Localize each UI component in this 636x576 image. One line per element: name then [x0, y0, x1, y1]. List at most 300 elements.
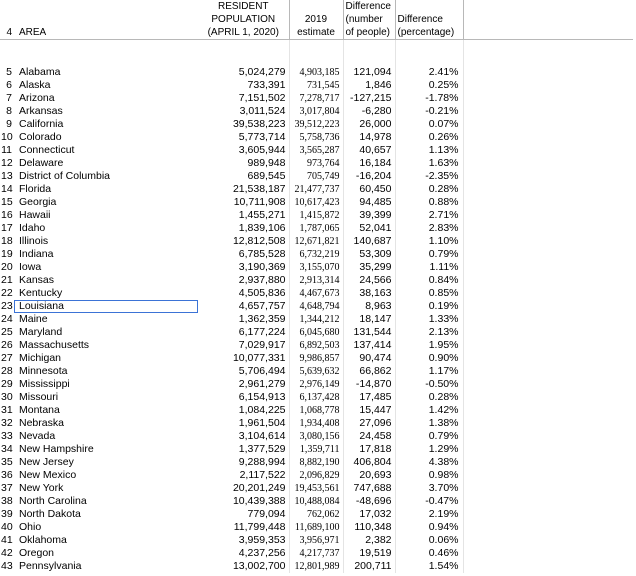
table-row[interactable]	[0, 222, 633, 235]
difference-number-cell[interactable]: 2,382	[343, 534, 395, 547]
table-row[interactable]	[0, 547, 633, 560]
difference-number-header-line-3[interactable]: of people)	[343, 26, 395, 40]
difference-number-cell[interactable]: 90,474	[343, 352, 395, 365]
resident-population-cell[interactable]: 39,538,223	[198, 118, 289, 131]
difference-number-header-line-2[interactable]: (number	[343, 13, 395, 26]
table-row[interactable]	[0, 443, 633, 456]
difference-number-cell[interactable]: 94,485	[343, 196, 395, 209]
area-cell[interactable]: Iowa	[19, 261, 42, 273]
table-row[interactable]	[0, 313, 633, 326]
area-cell[interactable]: Oklahoma	[19, 534, 67, 546]
table-row[interactable]	[0, 235, 633, 248]
area-cell[interactable]: Mississippi	[19, 378, 70, 390]
empty-cell[interactable]	[463, 144, 633, 157]
difference-number-cell[interactable]: 66,862	[343, 365, 395, 378]
row-number: 37	[1, 482, 13, 494]
area-cell[interactable]: Pennsylvania	[19, 560, 82, 572]
area-cell[interactable]: New York	[19, 482, 64, 494]
difference-percentage-cell[interactable]: 1.38%	[395, 417, 463, 430]
empty-cell[interactable]	[463, 495, 633, 508]
resident-population-cell[interactable]: 1,084,225	[198, 404, 289, 417]
table-row[interactable]	[0, 261, 633, 274]
estimate-2019-cell[interactable]: 4,217,737	[289, 547, 343, 560]
difference-percentage-cell[interactable]: -0.47%	[395, 495, 463, 508]
empty-cell[interactable]	[463, 456, 633, 469]
difference-percentage-cell[interactable]: 1.11%	[395, 261, 463, 274]
empty-cell[interactable]	[463, 170, 633, 183]
difference-number-cell[interactable]: 131,544	[343, 326, 395, 339]
area-cell[interactable]: Nebraska	[19, 417, 64, 429]
area-cell[interactable]: Connecticut	[19, 144, 75, 156]
empty-cell[interactable]	[463, 339, 633, 352]
area-cell[interactable]: Alabama	[19, 66, 61, 78]
estimate-2019-cell[interactable]: 7,278,717	[289, 92, 343, 105]
area-cell[interactable]: Massachusetts	[19, 339, 90, 351]
table-row[interactable]	[0, 508, 633, 521]
difference-number-cell[interactable]: 140,687	[343, 235, 395, 248]
difference-percentage-cell[interactable]: -0.21%	[395, 105, 463, 118]
empty-cell[interactable]	[463, 118, 633, 131]
empty-cell[interactable]	[463, 105, 633, 118]
resident-population-cell[interactable]: 733,391	[198, 79, 289, 92]
area-cell[interactable]: Arizona	[19, 92, 55, 104]
resident-population-cell[interactable]: 5,706,494	[198, 365, 289, 378]
resident-population-header-line-2[interactable]: POPULATION	[198, 13, 289, 26]
resident-population-cell[interactable]: 1,377,529	[198, 443, 289, 456]
area-cell[interactable]: Michigan	[19, 352, 62, 364]
difference-number-cell[interactable]: -16,204	[343, 170, 395, 183]
area-cell[interactable]: Montana	[19, 404, 60, 416]
empty-cell[interactable]	[463, 443, 633, 456]
estimate-2019-cell[interactable]: 6,137,428	[289, 391, 343, 404]
empty-cell[interactable]	[463, 287, 633, 300]
difference-number-cell[interactable]: 60,450	[343, 183, 395, 196]
area-cell[interactable]: Arkansas	[19, 105, 63, 117]
difference-percentage-cell[interactable]: 0.90%	[395, 352, 463, 365]
difference-number-cell[interactable]: 121,094	[343, 66, 395, 79]
table-row[interactable]	[0, 404, 633, 417]
difference-percentage-cell[interactable]: 3.70%	[395, 482, 463, 495]
row-number: 9	[6, 118, 12, 130]
estimate-2019-cell[interactable]: 21,477,737	[289, 183, 343, 196]
difference-number-cell[interactable]: 137,414	[343, 339, 395, 352]
row-number: 39	[1, 508, 13, 520]
area-cell[interactable]: Missouri	[19, 391, 59, 403]
difference-number-cell[interactable]: -14,870	[343, 378, 395, 391]
estimate-2019-cell[interactable]: 1,068,778	[289, 404, 343, 417]
resident-population-cell[interactable]: 2,117,522	[198, 469, 289, 482]
estimate-2019-cell[interactable]: 731,545	[289, 79, 343, 92]
estimate-2019-cell[interactable]: 1,934,408	[289, 417, 343, 430]
area-cell[interactable]: District of Columbia	[19, 170, 111, 182]
estimate-2019-cell[interactable]: 4,467,673	[289, 287, 343, 300]
estimate-2019-cell[interactable]: 11,689,100	[289, 521, 343, 534]
difference-percentage-cell[interactable]: -2.35%	[395, 170, 463, 183]
resident-population-cell[interactable]: 7,151,502	[198, 92, 289, 105]
estimate-2019-cell[interactable]: 1,415,872	[289, 209, 343, 222]
resident-population-cell[interactable]: 10,439,388	[198, 495, 289, 508]
area-cell[interactable]: Maine	[19, 313, 48, 325]
difference-number-cell[interactable]: 110,348	[343, 521, 395, 534]
row-number: 25	[1, 326, 13, 338]
area-cell[interactable]: Indiana	[19, 248, 54, 260]
area-cell[interactable]: Illinois	[19, 235, 49, 247]
empty-cell[interactable]	[463, 261, 633, 274]
difference-percentage-cell[interactable]: 0.28%	[395, 391, 463, 404]
estimate-2019-cell[interactable]: 3,565,287	[289, 144, 343, 157]
area-cell[interactable]: Ohio	[19, 521, 42, 533]
empty-cell[interactable]	[463, 222, 633, 235]
difference-percentage-cell[interactable]: 0.94%	[395, 521, 463, 534]
area-cell[interactable]: Florida	[19, 183, 52, 195]
estimate-2019-cell[interactable]: 6,045,680	[289, 326, 343, 339]
difference-percentage-cell[interactable]: 2.13%	[395, 326, 463, 339]
estimate-2019-header-line-1[interactable]: 2019	[289, 13, 343, 26]
empty-cell[interactable]	[463, 547, 633, 560]
table-row[interactable]	[0, 300, 633, 313]
area-cell[interactable]: Louisiana	[14, 300, 198, 313]
table-row[interactable]	[0, 339, 633, 352]
difference-percentage-cell[interactable]: 0.46%	[395, 547, 463, 560]
resident-population-cell[interactable]: 7,029,917	[198, 339, 289, 352]
table-row[interactable]	[0, 430, 633, 443]
empty-cell[interactable]	[463, 66, 633, 79]
estimate-2019-cell[interactable]: 1,344,212	[289, 313, 343, 326]
difference-percentage-cell[interactable]: 2.71%	[395, 209, 463, 222]
difference-number-cell[interactable]: 24,566	[343, 274, 395, 287]
estimate-2019-cell[interactable]: 6,732,219	[289, 248, 343, 261]
resident-population-cell[interactable]: 12,812,508	[198, 235, 289, 248]
difference-number-cell[interactable]: 27,096	[343, 417, 395, 430]
resident-population-cell[interactable]: 779,094	[198, 508, 289, 521]
row-number: 43	[1, 560, 13, 572]
difference-number-cell[interactable]: -127,215	[343, 92, 395, 105]
table-row[interactable]	[0, 417, 633, 430]
empty-cell[interactable]	[463, 352, 633, 365]
resident-population-header-line-3[interactable]: (APRIL 1, 2020)	[198, 26, 289, 40]
table-row[interactable]	[0, 456, 633, 469]
estimate-2019-cell[interactable]: 3,155,070	[289, 261, 343, 274]
difference-number-cell[interactable]: 18,147	[343, 313, 395, 326]
table-row[interactable]	[0, 144, 633, 157]
estimate-2019-cell[interactable]: 2,096,829	[289, 469, 343, 482]
area-cell[interactable]: Oregon	[19, 547, 55, 559]
empty-cell[interactable]	[463, 534, 633, 547]
table-row[interactable]	[0, 79, 633, 92]
difference-percentage-header-line-2[interactable]: (percentage)	[395, 26, 463, 40]
difference-percentage-cell[interactable]: 1.42%	[395, 404, 463, 417]
resident-population-cell[interactable]: 20,201,249	[198, 482, 289, 495]
empty-cell[interactable]	[463, 79, 633, 92]
resident-population-cell[interactable]: 4,657,757	[198, 300, 289, 313]
spacer-row	[0, 40, 633, 67]
table-row[interactable]	[0, 352, 633, 365]
estimate-2019-cell[interactable]: 3,017,804	[289, 105, 343, 118]
difference-percentage-cell[interactable]: 0.06%	[395, 534, 463, 547]
resident-population-cell[interactable]: 3,104,614	[198, 430, 289, 443]
difference-number-cell[interactable]: 38,163	[343, 287, 395, 300]
difference-percentage-cell[interactable]: 0.85%	[395, 287, 463, 300]
empty-cell[interactable]	[463, 378, 633, 391]
empty-cell[interactable]	[463, 248, 633, 261]
empty-cell[interactable]	[463, 521, 633, 534]
difference-percentage-cell[interactable]: 0.19%	[395, 300, 463, 313]
estimate-2019-cell[interactable]: 12,801,989	[289, 560, 343, 573]
difference-number-cell[interactable]: 200,711	[343, 560, 395, 573]
area-cell[interactable]: Idaho	[19, 222, 46, 234]
empty-cell[interactable]	[463, 209, 633, 222]
area-cell[interactable]: New Hampshire	[19, 443, 94, 455]
row-number: 35	[1, 456, 13, 468]
area-cell[interactable]: Maryland	[19, 326, 63, 338]
estimate-2019-cell[interactable]: 1,787,065	[289, 222, 343, 235]
resident-population-cell[interactable]: 21,538,187	[198, 183, 289, 196]
difference-number-cell[interactable]: 17,485	[343, 391, 395, 404]
difference-number-cell[interactable]: 53,309	[343, 248, 395, 261]
difference-percentage-cell[interactable]: 1.29%	[395, 443, 463, 456]
resident-population-cell[interactable]: 3,190,369	[198, 261, 289, 274]
difference-percentage-cell[interactable]: 0.88%	[395, 196, 463, 209]
difference-percentage-cell[interactable]: 1.95%	[395, 339, 463, 352]
row-number: 22	[1, 287, 13, 299]
difference-percentage-cell[interactable]: 1.10%	[395, 235, 463, 248]
resident-population-cell[interactable]: 3,605,944	[198, 144, 289, 157]
resident-population-cell[interactable]: 1,961,504	[198, 417, 289, 430]
table-row[interactable]	[0, 209, 633, 222]
difference-number-cell[interactable]: 39,399	[343, 209, 395, 222]
row-number: 33	[1, 430, 13, 442]
difference-percentage-cell[interactable]: 0.79%	[395, 430, 463, 443]
table-row[interactable]	[0, 495, 633, 508]
difference-number-cell[interactable]: 26,000	[343, 118, 395, 131]
estimate-2019-cell[interactable]: 973,764	[289, 157, 343, 170]
table-row[interactable]	[0, 170, 633, 183]
empty-cell[interactable]	[463, 157, 633, 170]
resident-population-cell[interactable]: 5,773,714	[198, 131, 289, 144]
estimate-2019-cell[interactable]: 4,903,185	[289, 66, 343, 79]
resident-population-cell[interactable]: 10,077,331	[198, 352, 289, 365]
row-number: 5	[6, 66, 12, 78]
empty-cell[interactable]	[463, 560, 633, 573]
table-row[interactable]	[0, 482, 633, 495]
empty-cell[interactable]	[463, 404, 633, 417]
resident-population-cell[interactable]: 9,288,994	[198, 456, 289, 469]
area-cell[interactable]: North Carolina	[19, 495, 87, 507]
area-cell[interactable]: Kentucky	[19, 287, 63, 299]
estimate-2019-cell[interactable]: 8,882,190	[289, 456, 343, 469]
area-cell[interactable]: Colorado	[19, 131, 62, 143]
empty-cell[interactable]	[463, 508, 633, 521]
resident-population-cell[interactable]: 6,785,528	[198, 248, 289, 261]
estimate-2019-cell[interactable]: 5,639,632	[289, 365, 343, 378]
empty-cell[interactable]	[463, 365, 633, 378]
difference-percentage-header-line-1[interactable]: Difference	[395, 13, 463, 26]
empty-cell[interactable]	[463, 274, 633, 287]
resident-population-cell[interactable]: 3,011,524	[198, 105, 289, 118]
difference-number-cell[interactable]: 19,519	[343, 547, 395, 560]
difference-number-header-line-1[interactable]: Difference	[343, 0, 395, 13]
table-row[interactable]	[0, 92, 633, 105]
empty-cell[interactable]	[463, 183, 633, 196]
resident-population-cell[interactable]: 4,505,836	[198, 287, 289, 300]
table-row[interactable]	[0, 391, 633, 404]
table-row[interactable]	[0, 157, 633, 170]
resident-population-cell[interactable]: 689,545	[198, 170, 289, 183]
resident-population-cell[interactable]: 3,959,353	[198, 534, 289, 547]
table-row[interactable]	[0, 287, 633, 300]
empty-cell[interactable]	[463, 131, 633, 144]
table-row[interactable]	[0, 105, 633, 118]
resident-population-cell[interactable]: 989,948	[198, 157, 289, 170]
difference-percentage-cell[interactable]: 1.33%	[395, 313, 463, 326]
resident-population-cell[interactable]: 6,177,224	[198, 326, 289, 339]
difference-number-cell[interactable]: 17,032	[343, 508, 395, 521]
estimate-2019-cell[interactable]: 1,359,711	[289, 443, 343, 456]
area-cell[interactable]: Delaware	[19, 157, 64, 169]
resident-population-cell[interactable]: 2,937,880	[198, 274, 289, 287]
row-number: 11	[1, 144, 12, 156]
difference-percentage-cell[interactable]: 0.26%	[395, 131, 463, 144]
difference-percentage-cell[interactable]: 1.17%	[395, 365, 463, 378]
empty-cell[interactable]	[463, 430, 633, 443]
estimate-2019-cell[interactable]: 2,976,149	[289, 378, 343, 391]
resident-population-cell[interactable]: 11,799,448	[198, 521, 289, 534]
difference-percentage-cell[interactable]: 0.28%	[395, 183, 463, 196]
estimate-2019-cell[interactable]: 3,956,971	[289, 534, 343, 547]
resident-population-cell[interactable]: 5,024,279	[198, 66, 289, 79]
estimate-2019-cell[interactable]: 3,080,156	[289, 430, 343, 443]
resident-population-cell[interactable]: 1,839,106	[198, 222, 289, 235]
difference-percentage-cell[interactable]: 2.41%	[395, 66, 463, 79]
area-header[interactable]: AREA	[14, 26, 198, 40]
difference-percentage-cell[interactable]: 0.98%	[395, 469, 463, 482]
estimate-2019-header-line-2[interactable]: estimate	[289, 26, 343, 40]
area-cell[interactable]: Nevada	[19, 430, 56, 442]
difference-number-cell[interactable]: 24,458	[343, 430, 395, 443]
estimate-2019-cell[interactable]: 10,617,423	[289, 196, 343, 209]
resident-population-cell[interactable]: 10,711,908	[198, 196, 289, 209]
area-cell[interactable]: New Jersey	[19, 456, 74, 468]
empty-cell[interactable]	[463, 313, 633, 326]
area-cell[interactable]: California	[19, 118, 64, 130]
difference-percentage-cell[interactable]: 0.07%	[395, 118, 463, 131]
difference-number-cell[interactable]: 406,804	[343, 456, 395, 469]
difference-number-cell[interactable]: 52,041	[343, 222, 395, 235]
estimate-2019-cell[interactable]: 762,062	[289, 508, 343, 521]
estimate-2019-cell[interactable]: 6,892,503	[289, 339, 343, 352]
empty-cell[interactable]	[463, 391, 633, 404]
table-row[interactable]	[0, 560, 633, 573]
empty-cell[interactable]	[463, 92, 633, 105]
area-cell[interactable]: North Dakota	[19, 508, 81, 520]
resident-population-cell[interactable]: 13,002,700	[198, 560, 289, 573]
difference-percentage-cell[interactable]: 1.13%	[395, 144, 463, 157]
difference-number-cell[interactable]: 16,184	[343, 157, 395, 170]
table-row[interactable]	[0, 248, 633, 261]
difference-percentage-cell[interactable]: 0.79%	[395, 248, 463, 261]
estimate-2019-cell[interactable]: 2,913,314	[289, 274, 343, 287]
difference-percentage-cell[interactable]: -1.78%	[395, 92, 463, 105]
difference-number-cell[interactable]: 1,846	[343, 79, 395, 92]
difference-percentage-cell[interactable]: 2.83%	[395, 222, 463, 235]
empty-cell[interactable]	[463, 300, 633, 313]
difference-number-cell[interactable]: 17,818	[343, 443, 395, 456]
resident-population-header-line-1[interactable]: RESIDENT	[198, 0, 289, 13]
difference-percentage-cell[interactable]: 1.63%	[395, 157, 463, 170]
difference-percentage-cell[interactable]: 1.54%	[395, 560, 463, 573]
estimate-2019-cell[interactable]: 19,453,561	[289, 482, 343, 495]
table-row[interactable]	[0, 274, 633, 287]
difference-percentage-cell[interactable]: 2.19%	[395, 508, 463, 521]
resident-population-cell[interactable]: 1,455,271	[198, 209, 289, 222]
table-row[interactable]	[0, 365, 633, 378]
area-cell[interactable]: Minnesota	[19, 365, 68, 377]
difference-number-cell[interactable]: 35,299	[343, 261, 395, 274]
estimate-2019-cell[interactable]: 12,671,821	[289, 235, 343, 248]
difference-number-cell[interactable]: 14,978	[343, 131, 395, 144]
area-cell[interactable]: New Mexico	[19, 469, 77, 481]
table-row[interactable]	[0, 469, 633, 482]
difference-percentage-cell[interactable]: 4.38%	[395, 456, 463, 469]
table-row[interactable]	[0, 326, 633, 339]
resident-population-cell[interactable]: 6,154,913	[198, 391, 289, 404]
row-number: 27	[1, 352, 13, 364]
resident-population-cell[interactable]: 1,362,359	[198, 313, 289, 326]
estimate-2019-cell[interactable]: 4,648,794	[289, 300, 343, 313]
row-number: 19	[1, 248, 13, 260]
empty-cell[interactable]	[463, 235, 633, 248]
empty-cell[interactable]	[463, 326, 633, 339]
difference-number-cell[interactable]: 40,657	[343, 144, 395, 157]
difference-number-cell[interactable]: -48,696	[343, 495, 395, 508]
table-row[interactable]	[0, 183, 633, 196]
difference-percentage-cell[interactable]: 0.25%	[395, 79, 463, 92]
resident-population-cell[interactable]: 2,961,279	[198, 378, 289, 391]
table-row[interactable]	[0, 521, 633, 534]
resident-population-cell[interactable]: 4,237,256	[198, 547, 289, 560]
area-cell[interactable]: Georgia	[19, 196, 57, 208]
difference-number-cell[interactable]: 747,688	[343, 482, 395, 495]
estimate-2019-cell[interactable]: 39,512,223	[289, 118, 343, 131]
table-row[interactable]	[0, 196, 633, 209]
empty-cell[interactable]	[463, 196, 633, 209]
difference-number-cell[interactable]: 15,447	[343, 404, 395, 417]
estimate-2019-cell[interactable]: 5,758,736	[289, 131, 343, 144]
table-row[interactable]	[0, 66, 633, 79]
area-cell[interactable]: Hawaii	[19, 209, 51, 221]
estimate-2019-cell[interactable]: 705,749	[289, 170, 343, 183]
estimate-2019-cell[interactable]: 9,986,857	[289, 352, 343, 365]
difference-number-cell[interactable]: 8,963	[343, 300, 395, 313]
difference-percentage-cell[interactable]: 0.84%	[395, 274, 463, 287]
table-row[interactable]	[0, 378, 633, 391]
difference-number-cell[interactable]: -6,280	[343, 105, 395, 118]
table-row[interactable]	[0, 131, 633, 144]
empty-cell[interactable]	[463, 417, 633, 430]
row-number: 21	[1, 274, 13, 286]
row-number: 14	[1, 183, 13, 195]
empty-cell[interactable]	[463, 469, 633, 482]
area-cell[interactable]: Alaska	[19, 79, 51, 91]
row-number: 16	[1, 209, 13, 221]
estimate-2019-cell[interactable]: 10,488,084	[289, 495, 343, 508]
difference-number-cell[interactable]: 20,693	[343, 469, 395, 482]
table-row[interactable]	[0, 118, 633, 131]
empty-cell[interactable]	[463, 482, 633, 495]
area-cell[interactable]: Kansas	[19, 274, 55, 286]
table-row[interactable]	[0, 534, 633, 547]
difference-percentage-cell[interactable]: -0.50%	[395, 378, 463, 391]
